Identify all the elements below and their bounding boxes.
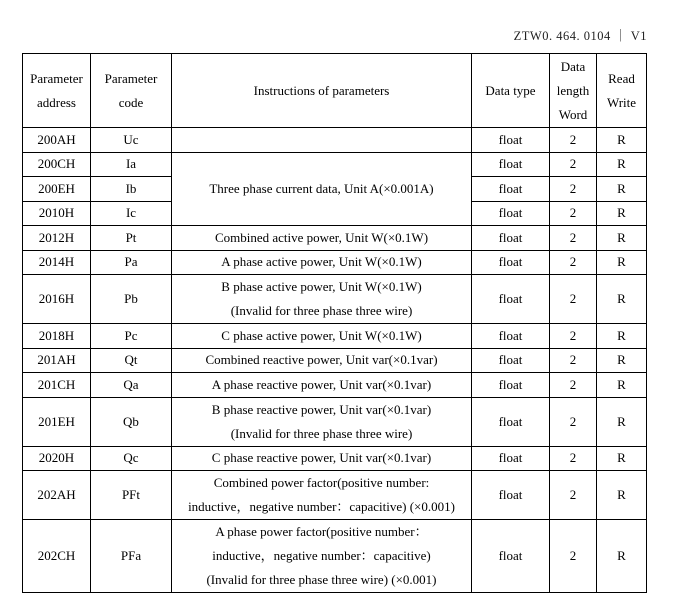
param-description: C phase reactive power, Unit var(×0.1var): [172, 446, 472, 471]
param-data-length: 2: [550, 397, 597, 446]
param-read-write: R: [597, 324, 647, 349]
param-address: 200EH: [23, 177, 91, 202]
param-address: 200AH: [23, 128, 91, 153]
param-read-write: R: [597, 177, 647, 202]
param-address: 201EH: [23, 397, 91, 446]
table-row: [23, 250, 647, 275]
param-read-write: R: [597, 226, 647, 251]
description-line: Combined power factor(positive number:: [213, 475, 430, 490]
parameter-table: [22, 53, 647, 593]
param-code: Ic: [91, 201, 172, 226]
param-data-length: 2: [550, 520, 597, 593]
table-row: [23, 275, 647, 324]
param-data-length: 2: [550, 348, 597, 373]
header-rw-line-2: Write: [606, 94, 637, 110]
param-data-type: float: [472, 446, 550, 471]
header-code-line-1: Parameter: [104, 70, 158, 86]
param-data-type: float: [472, 226, 550, 251]
table-row: [23, 471, 647, 520]
param-data-type: float: [472, 324, 550, 349]
header-data-type: Data type: [472, 54, 550, 128]
table-row: [23, 373, 647, 398]
header-rw-line-1: Read: [608, 70, 635, 86]
param-data-length: 2: [550, 373, 597, 398]
description-line: B phase reactive power, Unit var(×0.1var): [211, 401, 432, 417]
param-read-write: R: [597, 373, 647, 398]
param-code: Ib: [91, 177, 172, 202]
param-read-write: R: [597, 397, 647, 446]
param-code: Qa: [91, 373, 172, 398]
param-description: Three phase current data, Unit A(×0.001A): [172, 152, 472, 226]
description-line: inductive，negative number：capacitive) (×0.001): [188, 499, 455, 514]
header-length-line-3: Word: [558, 106, 588, 122]
param-description: C phase active power, Unit W(×0.1W): [172, 324, 472, 349]
param-read-write: R: [597, 348, 647, 373]
param-data-length: 2: [550, 128, 597, 153]
param-data-type: float: [472, 250, 550, 275]
description-line: inductive，negative number：capacitive): [212, 548, 431, 563]
param-data-length: 2: [550, 275, 597, 324]
param-address: 2012H: [23, 226, 91, 251]
param-address: 2018H: [23, 324, 91, 349]
param-read-write: R: [597, 201, 647, 226]
header-length-line-1: Data: [560, 58, 586, 74]
param-data-length: 2: [550, 152, 597, 177]
header-code: [91, 54, 172, 128]
param-data-type: float: [472, 471, 550, 520]
param-data-length: 2: [550, 177, 597, 202]
param-address: 2020H: [23, 446, 91, 471]
table-row: [23, 520, 647, 593]
param-data-length: 2: [550, 324, 597, 349]
table-row: [23, 397, 647, 446]
param-data-length: 2: [550, 471, 597, 520]
param-read-write: R: [597, 520, 647, 593]
param-data-type: float: [472, 348, 550, 373]
param-read-write: R: [597, 152, 647, 177]
param-data-type: float: [472, 373, 550, 398]
header-instructions: Instructions of parameters: [172, 54, 472, 128]
param-description: Combined active power, Unit W(×0.1W): [172, 226, 472, 251]
param-data-length: 2: [550, 226, 597, 251]
param-code: PFa: [91, 520, 172, 593]
param-address: 201AH: [23, 348, 91, 373]
param-data-type: float: [472, 520, 550, 593]
table-row: [23, 446, 647, 471]
param-description: [172, 397, 472, 446]
param-description: [172, 275, 472, 324]
param-read-write: R: [597, 471, 647, 520]
param-description: Combined reactive power, Unit var(×0.1var): [172, 348, 472, 373]
param-address: 202CH: [23, 520, 91, 593]
header-address-line-1: Parameter: [30, 70, 83, 86]
description-line: A phase power factor(positive number：: [215, 524, 428, 539]
table-row: [23, 348, 647, 373]
table-row: [23, 324, 647, 349]
param-description: [172, 520, 472, 593]
header-code-line-2: code: [118, 94, 144, 110]
table-row: [23, 128, 647, 153]
param-code: Pt: [91, 226, 172, 251]
param-code: Qc: [91, 446, 172, 471]
table-row: [23, 152, 647, 177]
param-data-type: float: [472, 152, 550, 177]
param-read-write: R: [597, 250, 647, 275]
param-read-write: R: [597, 275, 647, 324]
param-read-write: R: [597, 128, 647, 153]
param-description: [172, 471, 472, 520]
param-description: A phase active power, Unit W(×0.1W): [172, 250, 472, 275]
param-code: Pb: [91, 275, 172, 324]
param-address: 202AH: [23, 471, 91, 520]
description-line: B phase active power, Unit W(×0.1W): [221, 279, 422, 294]
param-code: PFt: [91, 471, 172, 520]
param-address: 201CH: [23, 373, 91, 398]
param-data-type: float: [472, 128, 550, 153]
param-data-length: 2: [550, 201, 597, 226]
param-code: Uc: [91, 128, 172, 153]
param-read-write: R: [597, 446, 647, 471]
description-line: (Invalid for three phase three wire): [230, 425, 413, 441]
description-line: (Invalid for three phase three wire): [230, 303, 413, 318]
header-address-line-2: address: [37, 94, 76, 110]
param-address: 2014H: [23, 250, 91, 275]
param-code: Pc: [91, 324, 172, 349]
document-reference: ZTW0. 464. 0104 ｜ V1: [513, 29, 647, 43]
param-code: Qt: [91, 348, 172, 373]
param-data-type: float: [472, 201, 550, 226]
table-header-row: [23, 54, 647, 128]
param-code: Ia: [91, 152, 172, 177]
param-data-length: 2: [550, 446, 597, 471]
header-address: [23, 54, 91, 128]
description-line: (Invalid for three phase three wire) (×0.001): [206, 572, 437, 587]
param-code: Qb: [91, 397, 172, 446]
param-description: A phase reactive power, Unit var(×0.1var): [172, 373, 472, 398]
param-data-type: float: [472, 177, 550, 202]
param-address: 2016H: [23, 275, 91, 324]
param-data-length: 2: [550, 250, 597, 275]
param-description: [172, 128, 472, 153]
param-address: 2010H: [23, 201, 91, 226]
param-data-type: float: [472, 397, 550, 446]
param-code: Pa: [91, 250, 172, 275]
header-length-line-2: length: [556, 82, 590, 98]
header-data-length: [550, 54, 597, 128]
param-address: 200CH: [23, 152, 91, 177]
param-data-type: float: [472, 275, 550, 324]
table-row: [23, 226, 647, 251]
header-read-write: [597, 54, 647, 128]
